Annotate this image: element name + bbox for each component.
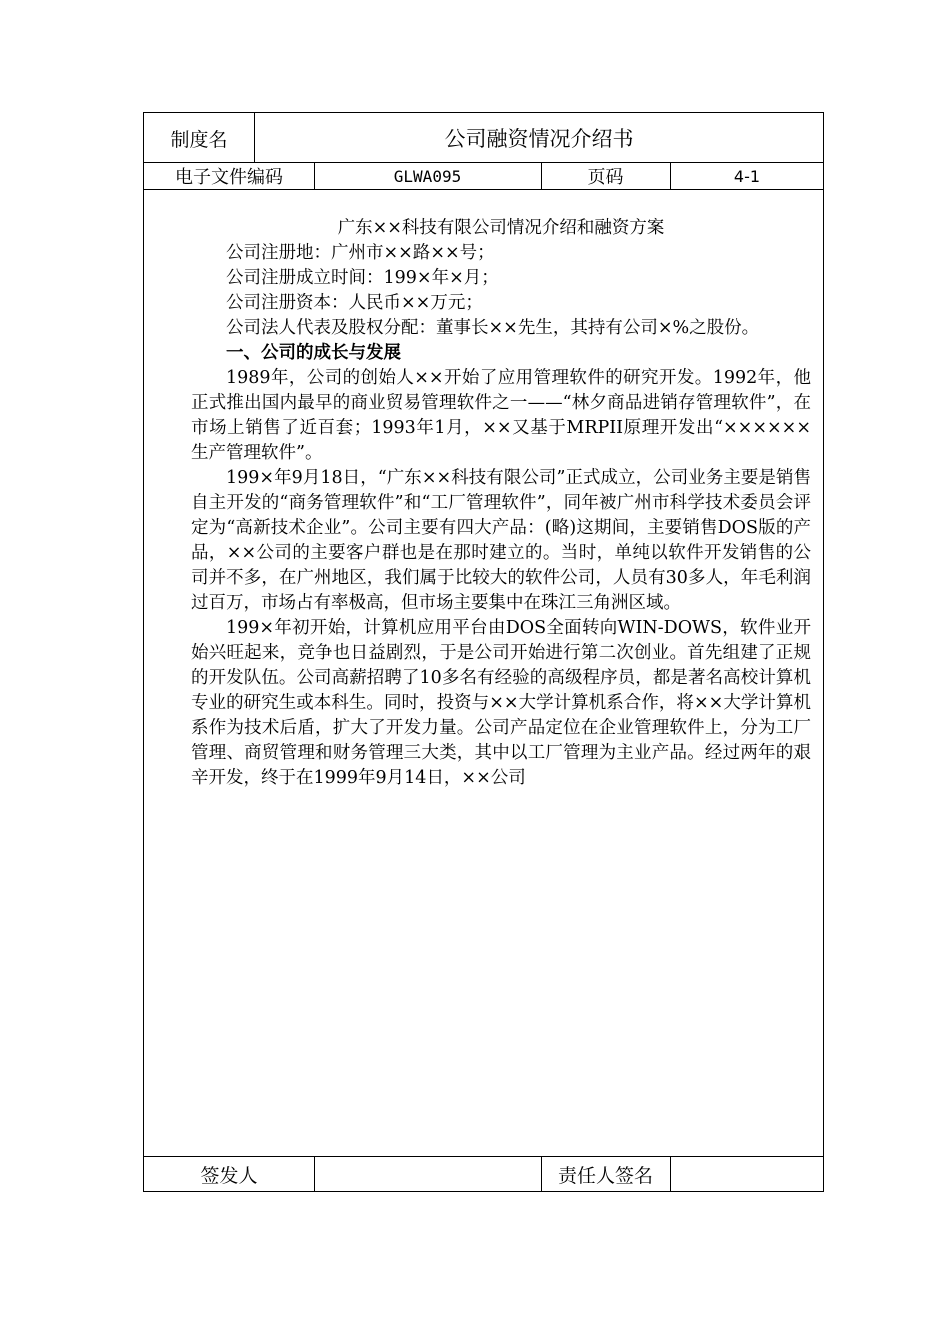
page-value: 4-1 (733, 166, 761, 186)
paragraph: 199×年初开始，计算机应用平台由DOS全面转向WIN-DOWS，软件业开始兴旺起来，竞争也日益剧烈，于是公司开始进行第二次创业。首先组建了正规的开发队伍。公司高薪招聘了10多名有经验的高级程序员，都是著名高校计算机专业的研究生或本科生。同时，投资与××大学计算机系合作，将××大学计算机系作为技术后盾，扩大了开发力量。公司产品定位在企业管理软件上，分为工厂管理、商贸管理和财务管理三大类，其中以工厂管理为主业产品。经过两年的艰辛开发，终于在1999年9月14日，××公司 (191, 618, 811, 788)
responsible-person-label: 责任人签名 (557, 1164, 653, 1187)
paragraph: 1989年，公司的创始人××开始了应用管理软件的研究开发。1992年，他正式推出国内最早的商业贸易管理软件之一——“林夕商品进销存管理软件”，在市场上销售了近百套；1993年1月，××又基于MRPII原理开发出“××××××生产管理软件”。 (191, 368, 811, 463)
file-code-value: GLWA095 (393, 166, 462, 186)
file-code-label: 电子文件编码 (175, 167, 283, 188)
company-heading: 广东××科技有限公司情况介绍和融资方案 (337, 218, 665, 238)
paragraph: 199×年9月18日，“广东××科技有限公司”正式成立，公司业务主要是销售自主开发的“商务管理软件”和“工厂管理软件”，同年被广州市科学技术委员会评定为“高新技术企业”。公司主要有四大产品：(略)这期间，主要销售DOS版的产品，××公司的主要客户群也是在那时建立的。当时，单纯以软件开发销售的公司并不多，在广州地区，我们属于比较大的软件公司，人员有30多人，年毛利润过百万，市场占有率极高，但市场主要集中在珠江三角洲区域。 (191, 468, 811, 613)
info-line-registered-capital: 公司注册资本：人民币××万元； (226, 293, 483, 313)
issuer-signature-field[interactable] (314, 1157, 541, 1191)
document-title: 公司融资情况介绍书 (444, 127, 634, 151)
issuer-label: 签发人 (200, 1164, 258, 1187)
document-form (143, 112, 824, 1192)
info-line-legal-representative: 公司法人代表及股权分配：董事长××先生，其持有公司×%之股份。 (226, 318, 760, 338)
section-title: 一、公司的成长与发展 (226, 343, 401, 363)
info-line-established-date: 公司注册成立时间：199×年×月； (226, 268, 499, 288)
info-line-registered-address: 公司注册地：广州市××路××号； (226, 243, 495, 263)
page-label: 页码 (587, 167, 624, 188)
document-body (191, 216, 811, 791)
policy-name-label: 制度名 (170, 128, 228, 151)
responsible-signature-field[interactable] (670, 1157, 824, 1191)
